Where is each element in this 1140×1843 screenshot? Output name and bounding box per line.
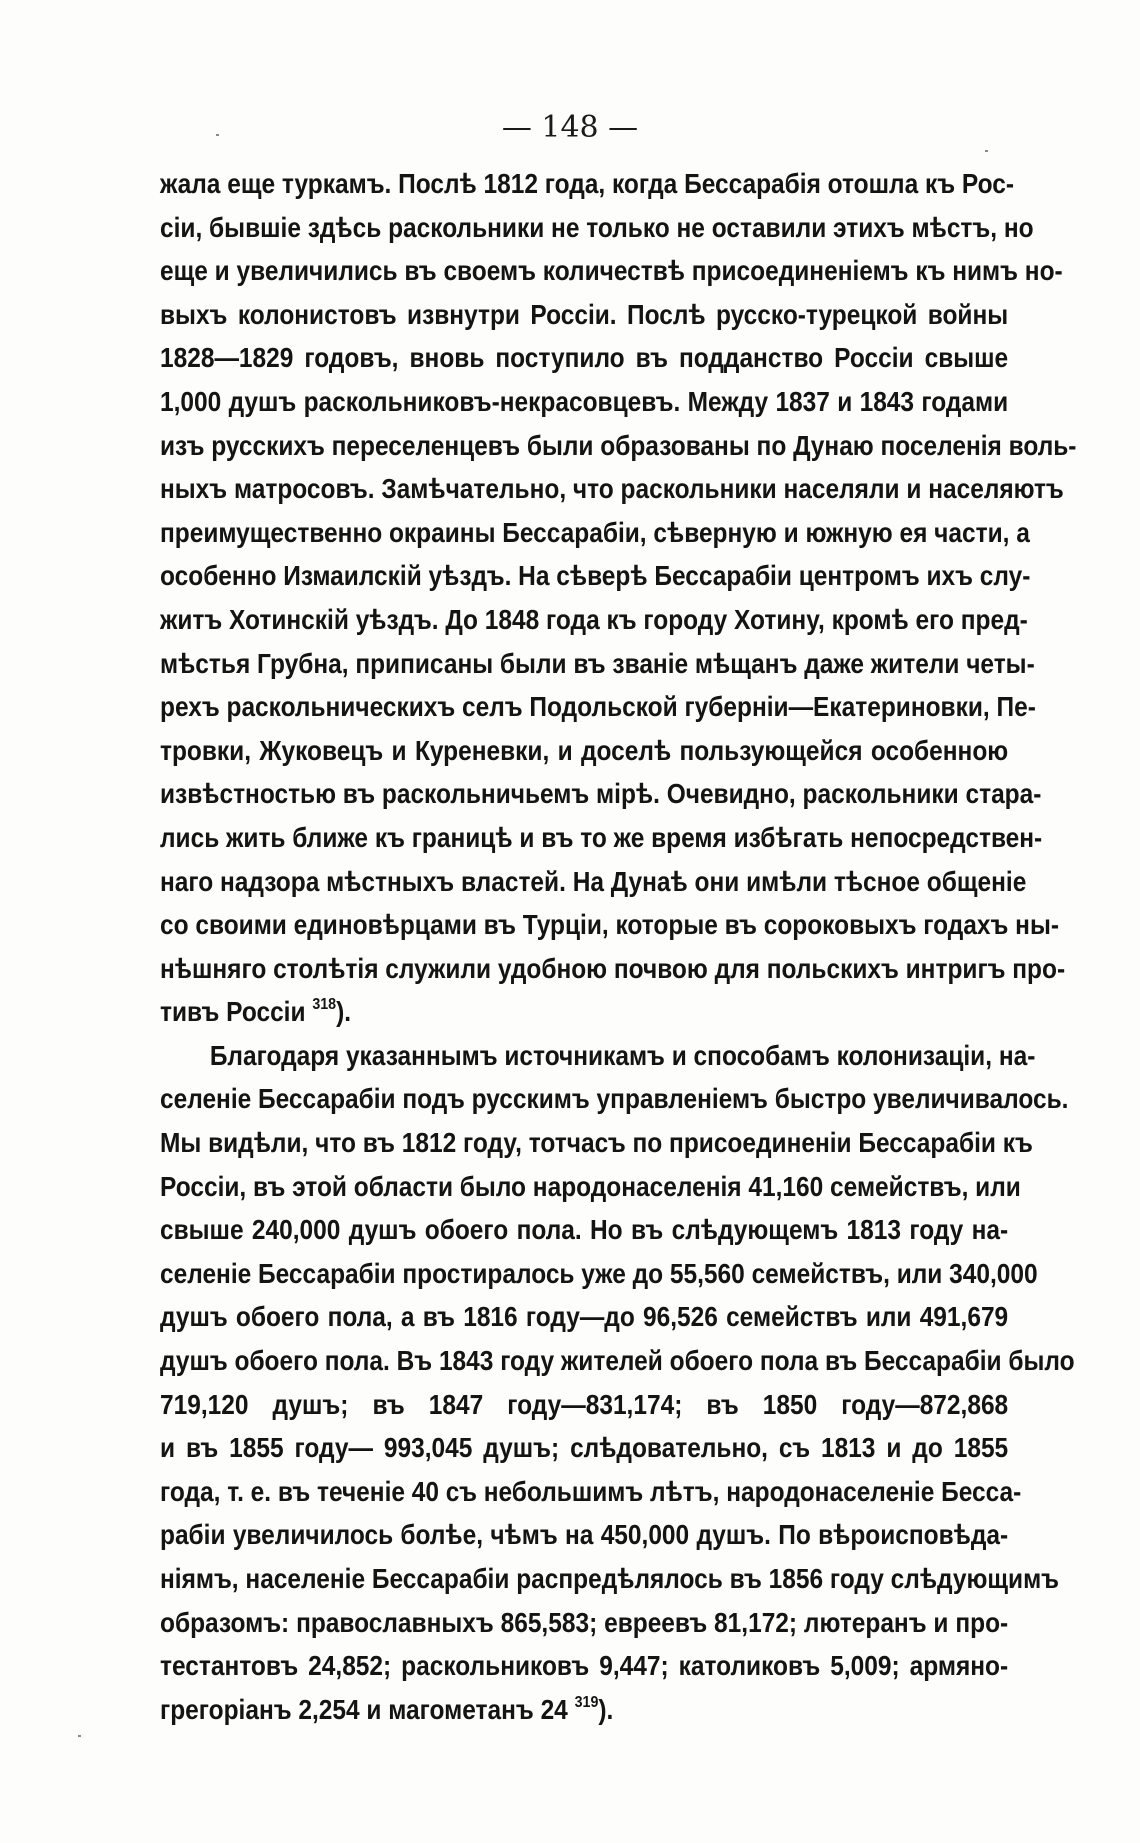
text-line: образомъ: православныхъ 865,583; евреевъ 81,172; лютеранъ и про- bbox=[160, 1606, 1009, 1638]
text-line: 719,120 душъ; въ 1847 году—831,174; въ 1850 году—872,868 bbox=[160, 1388, 1009, 1420]
last-line-text: тивъ Россіи bbox=[160, 996, 313, 1028]
last-line-end: ). bbox=[598, 1693, 614, 1725]
text-line: мѣстья Грубна, приписаны были въ званіе мѣщанъ даже жители четы- bbox=[160, 647, 1035, 679]
text-line: преимущественно окраины Бессарабіи, сѣверную и южную ея части, а bbox=[160, 516, 1030, 548]
footnote-reference[interactable]: 319 bbox=[574, 1693, 599, 1711]
text-line: душъ обоего пола. Въ 1843 году жителей обоего пола въ Бессарабіи было bbox=[160, 1345, 1075, 1377]
last-line-end: ). bbox=[336, 996, 352, 1028]
text-line: селеніе Бессарабіи подъ русскимъ управленіемъ быстро увеличивалось. bbox=[160, 1083, 1069, 1115]
text-line: ніямъ, населеніе Бессарабіи распредѣлялось въ 1856 году слѣдующимъ bbox=[160, 1563, 1060, 1594]
text-line: года, т. е. въ теченіе 40 съ небольшимъ лѣтъ, народонаселеніе Бесса- bbox=[160, 1475, 1022, 1507]
text-line-last bbox=[160, 1688, 1008, 1732]
text-line: выхъ колонистовъ извнутри Россіи. Послѣ русско-турецкой войны bbox=[160, 298, 1009, 330]
page-number-header: — 148 — bbox=[501, 110, 639, 145]
text-line: Мы видѣли, что въ 1812 году, тотчасъ по присоединеніи Бессарабіи къ bbox=[160, 1127, 1033, 1159]
text-line: рехъ раскольническихъ селъ Подольской губерніи—Екатериновки, Пе- bbox=[160, 691, 1036, 723]
footnote-reference[interactable]: 318 bbox=[312, 996, 337, 1014]
text-line: 1828—1829 годовъ, вновь поступило въ подданство Россіи свыше bbox=[160, 342, 1009, 374]
text-line: сіи, бывшіе здѣсь раскольники не только не оставили этихъ мѣстъ, но bbox=[160, 211, 1034, 243]
text-line: тровки, Жуковецъ и Куреневки, и доселѣ пользующейся особенною bbox=[160, 734, 1009, 766]
last-line-text: грегоріанъ 2,254 и магометанъ 24 bbox=[160, 1693, 575, 1725]
text-line: селеніе Бессарабіи простиралось уже до 55,560 семействъ, или 340,000 bbox=[160, 1257, 1038, 1289]
text-line: наго надзора мѣстныхъ властей. На Дунаѣ они имѣли тѣсное общеніе bbox=[160, 865, 1027, 897]
page-body bbox=[160, 162, 1077, 1731]
text-line: изъ русскихъ переселенцевъ были образованы по Дунаю поселенія воль- bbox=[160, 429, 1077, 461]
text-line-last bbox=[160, 990, 1008, 1034]
text-line: особенно Измаилскій уѣздъ. На сѣверѣ Бессарабіи центромъ ихъ слу- bbox=[160, 560, 1031, 592]
text-line: Благодаря указаннымъ источникамъ и способамъ колонизаціи, на- bbox=[209, 1039, 1036, 1071]
text-line: ныхъ матросовъ. Замѣчательно, что раскольники населяли и населяютъ bbox=[160, 473, 1064, 505]
text-line: 1,000 душъ раскольниковъ-некрасовцевъ. Между 1837 и 1843 годами bbox=[160, 385, 1009, 417]
text-line: жала еще туркамъ. Послѣ 1812 года, когда Бессарабія отошла къ Рос- bbox=[160, 168, 1014, 199]
scan-speck bbox=[78, 1735, 81, 1737]
text-line: душъ обоего пола, а въ 1816 году—до 96,526 семействъ или 491,679 bbox=[160, 1301, 1009, 1333]
text-line: нѣшняго столѣтія служили удобною почвою для польскихъ интригъ про- bbox=[160, 952, 1066, 984]
text-line: свыше 240,000 душъ обоего пола. Но въ слѣдующемъ 1813 году на- bbox=[160, 1214, 1009, 1246]
text-line: тестантовъ 24,852; раскольниковъ 9,447; католиковъ 5,009; армяно- bbox=[160, 1650, 1009, 1682]
scan-speck bbox=[985, 150, 988, 152]
text-line: рабіи увеличилось болѣе, чѣмъ на 450,000 душъ. По вѣроисповѣда- bbox=[160, 1519, 1009, 1551]
text-line: житъ Хотинскій уѣздъ. До 1848 года къ городу Хотину, кромѣ его пред- bbox=[160, 603, 1028, 635]
text-line: Россіи, въ этой области было народонаселенія 41,160 семействъ, или bbox=[160, 1170, 1021, 1202]
text-line: еще и увеличились въ своемъ количествѣ присоединеніемъ къ нимъ но- bbox=[160, 255, 1063, 287]
paragraph-1 bbox=[160, 162, 1077, 1034]
text-line: лись жить ближе къ границѣ и въ то же время избѣгать непосредствен- bbox=[160, 821, 1043, 853]
text-line: и въ 1855 году— 993,045 душъ; слѣдовательно, съ 1813 и до 1855 bbox=[160, 1432, 1009, 1464]
text-line: извѣстностью въ раскольничьемъ мірѣ. Очевидно, раскольники стара- bbox=[160, 778, 1042, 810]
paragraph-2 bbox=[160, 1034, 1075, 1732]
text-line: со своими единовѣрцами въ Турціи, которые въ сороковыхъ годахъ ны- bbox=[160, 909, 1060, 941]
